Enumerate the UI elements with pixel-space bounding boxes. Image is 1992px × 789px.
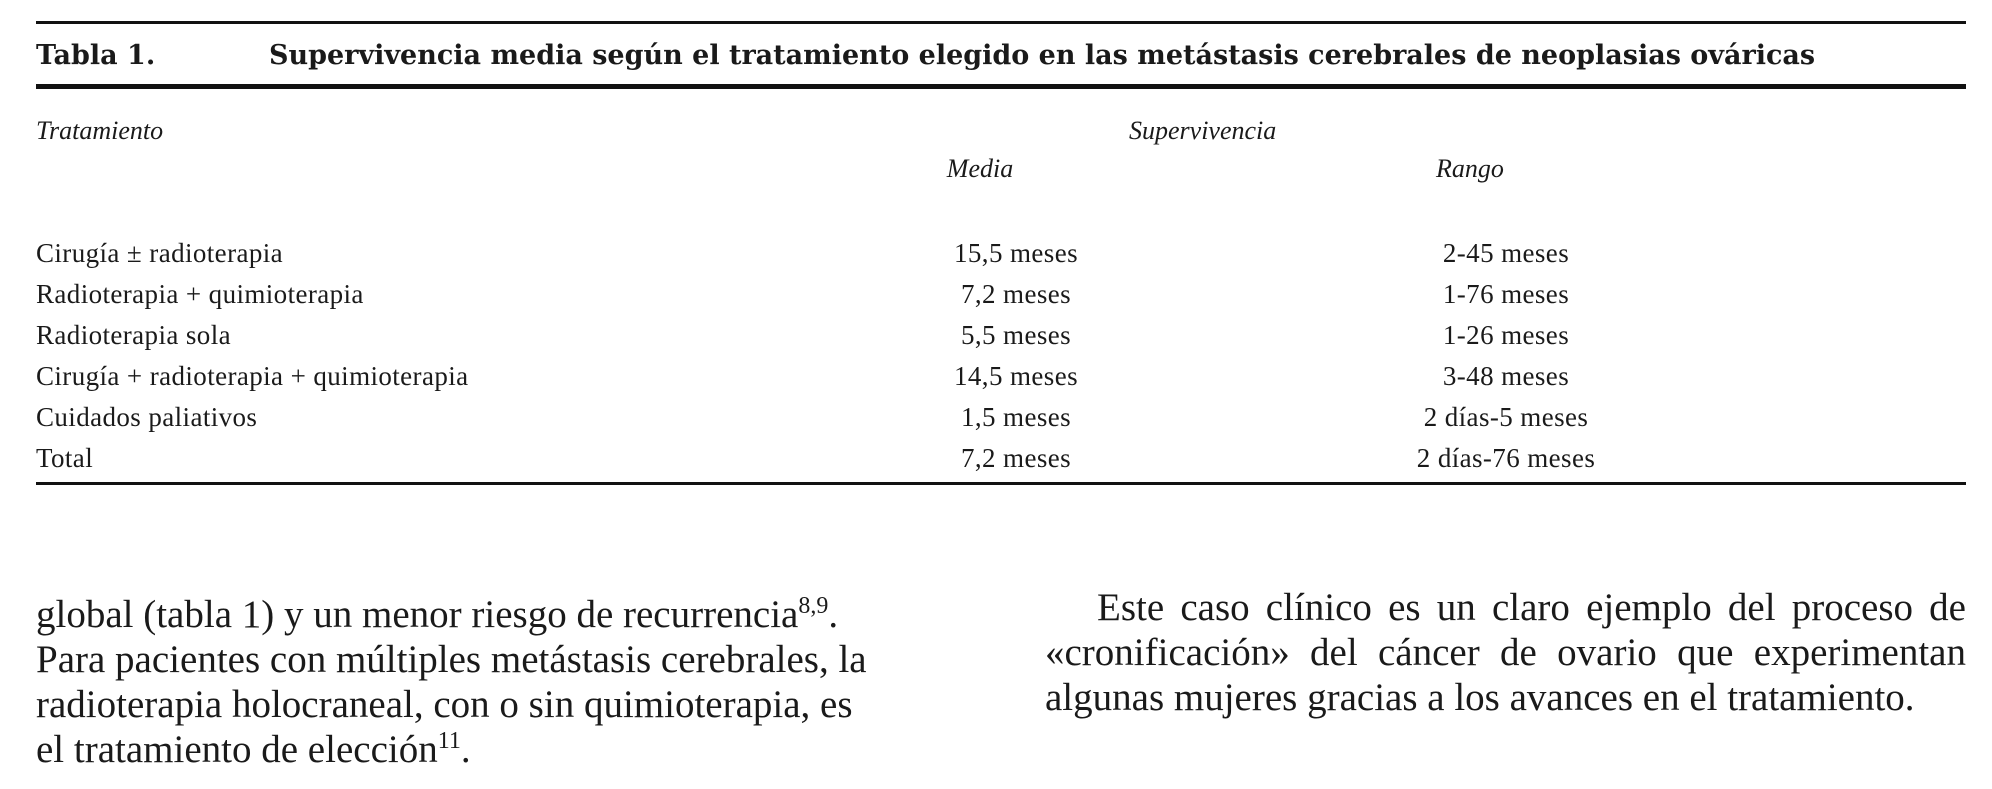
paragraph-line: Para pacientes con múltiples metástasis cerebrales, la xyxy=(36,638,867,681)
reference-superscript[interactable]: 11 xyxy=(437,728,461,754)
paragraph-line: radioterapia holocraneal, con o sin quimioterapia, es xyxy=(36,683,853,726)
cell-mean: 7,2 meses xyxy=(960,443,1072,473)
table-row-total xyxy=(36,438,1966,479)
body-column-right xyxy=(1045,585,1966,720)
cell-treatment: Radioterapia + quimioterapia xyxy=(36,279,364,309)
table-body xyxy=(36,233,1966,479)
cell-treatment: Total xyxy=(36,443,94,473)
text-span: el tratamiento de elección xyxy=(36,728,438,771)
paragraph: Este caso clínico es un claro ejemplo del proceso de «cronificación» del cáncer de ovario que experimentan algunas mujeres gracias a los avances en el tratamiento. xyxy=(1045,586,1966,719)
cell-treatment: Cirugía + radioterapia + quimioterapia xyxy=(36,361,469,391)
table-header-rule xyxy=(36,84,1966,89)
cell-mean: 7,2 meses xyxy=(960,279,1072,309)
paragraph-line xyxy=(36,592,956,637)
table-top-rule xyxy=(36,21,1966,24)
paragraph-line xyxy=(36,727,956,772)
cell-treatment: Radioterapia sola xyxy=(36,320,231,350)
text-span: . xyxy=(828,593,839,636)
cell-mean: 14,5 meses xyxy=(954,361,1078,391)
cell-treatment: Cuidados paliativos xyxy=(36,402,258,432)
body-column-left xyxy=(36,592,956,772)
cell-range: 2 días-76 meses xyxy=(1416,443,1596,473)
cell-treatment: Cirugía ± radioterapia xyxy=(36,238,284,268)
cell-range: 2-45 meses xyxy=(1442,238,1570,268)
table-row xyxy=(36,397,1966,438)
cell-mean: 5,5 meses xyxy=(960,320,1072,350)
table-title: Supervivencia media según el tratamiento elegido en las metástasis cerebrales de neoplasias ováricas xyxy=(269,40,1816,71)
reference-superscript[interactable]: 8,9 xyxy=(798,593,829,619)
header-treatment: Tratamiento xyxy=(36,116,164,145)
cell-range: 1-76 meses xyxy=(1442,279,1570,309)
text-span: global (tabla 1) y un menor riesgo de recurrencia xyxy=(36,593,799,636)
header-survival: Supervivencia xyxy=(1129,116,1277,145)
cell-range: 3-48 meses xyxy=(1442,361,1570,391)
table-label: Tabla 1. xyxy=(36,40,156,71)
header-range: Rango xyxy=(1436,154,1504,183)
table-bottom-rule xyxy=(36,482,1966,485)
cell-mean: 1,5 meses xyxy=(960,402,1072,432)
table-row xyxy=(36,233,1966,274)
table-row xyxy=(36,356,1966,397)
header-mean: Media xyxy=(946,154,1014,183)
cell-range: 1-26 meses xyxy=(1442,320,1570,350)
table-row xyxy=(36,274,1966,315)
text-span: . xyxy=(460,728,471,771)
cell-mean: 15,5 meses xyxy=(954,238,1078,268)
cell-range: 2 días-5 meses xyxy=(1423,402,1589,432)
table-row xyxy=(36,315,1966,356)
table-caption xyxy=(36,36,1966,76)
